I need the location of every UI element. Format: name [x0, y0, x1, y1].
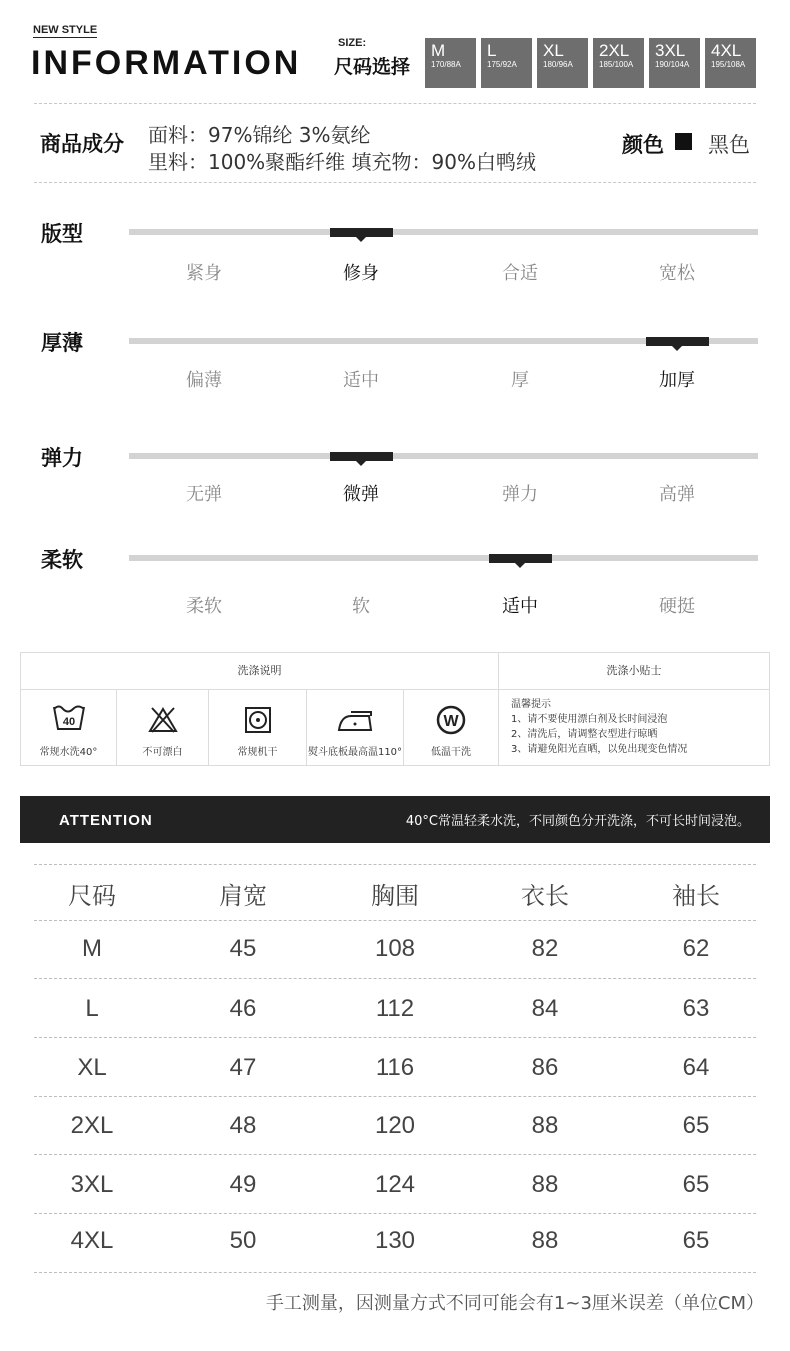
attribute-option: 适中: [343, 370, 379, 391]
chart-cell: 65: [682, 1171, 710, 1198]
care-item-iron: [307, 690, 404, 766]
care-label-bleach: 不可漂白: [142, 747, 183, 758]
chart-cell: 82: [531, 935, 559, 962]
chart-cell: L: [85, 995, 99, 1022]
size-option-name: 4XL: [711, 41, 742, 60]
attribute-option: 合适: [502, 263, 538, 284]
care-item-dry: [209, 690, 307, 766]
chart-header-cell: 尺码: [68, 882, 116, 910]
chart-divider: [34, 920, 756, 921]
size-option-name: L: [487, 41, 497, 60]
size-option-l[interactable]: [481, 38, 532, 88]
chart-cell: 48: [229, 1112, 257, 1139]
size-option-spec: 195/108A: [711, 60, 746, 69]
iron-icon: [335, 708, 375, 734]
attribute-option: 厚: [511, 370, 529, 391]
attribute-title: 柔软: [41, 548, 83, 572]
chart-cell: XL: [77, 1054, 107, 1081]
size-option-3xl[interactable]: [649, 38, 700, 88]
svg-text:40: 40: [62, 716, 76, 728]
care-item-bleach: [117, 690, 209, 766]
chart-cell: 86: [531, 1054, 559, 1081]
size-option-spec: 170/88A: [431, 60, 461, 69]
page-title: INFORMATION: [31, 44, 302, 82]
size-option-4xl[interactable]: [705, 38, 756, 88]
care-label-iron: 熨斗底板最高温110°: [307, 747, 403, 758]
chart-cell: 88: [531, 1227, 559, 1254]
chart-cell: 112: [375, 995, 415, 1022]
attribute-marker: [489, 554, 552, 563]
chart-cell: 49: [229, 1171, 257, 1198]
chart-divider: [34, 1154, 756, 1155]
care-table: [20, 652, 770, 766]
attribute-track: [129, 453, 758, 459]
size-option-spec: 190/104A: [655, 60, 690, 69]
attribute-title: 弹力: [41, 446, 83, 470]
care-tip: 3、请避免阳光直晒，以免出现变色情况: [511, 744, 688, 755]
size-label-cn: 尺码选择: [334, 56, 411, 78]
attribute-option: 偏薄: [186, 370, 222, 391]
chart-divider: [34, 1037, 756, 1038]
chart-cell: 47: [229, 1054, 257, 1081]
size-option-xl[interactable]: [537, 38, 588, 88]
chart-cell: 50: [229, 1227, 257, 1254]
color-label: 颜色: [622, 133, 664, 157]
attribute-option: 微弹: [343, 484, 379, 505]
chart-cell: 65: [682, 1227, 710, 1254]
divider: [34, 182, 756, 183]
attribute-option: 加厚: [659, 370, 695, 391]
chart-cell: 124: [374, 1171, 416, 1198]
care-tips: [511, 697, 687, 757]
care-item-wash: [21, 690, 117, 766]
chart-cell: 130: [374, 1227, 416, 1254]
attribute-marker: [330, 228, 393, 237]
composition-title: 商品成分: [40, 132, 124, 156]
size-option-spec: 175/92A: [487, 60, 517, 69]
attribute-option: 修身: [343, 263, 379, 284]
attribute-title: 版型: [41, 222, 83, 246]
wash-40-icon: [52, 702, 86, 732]
care-tip: 2、清洗后，请调整衣型进行晾晒: [511, 729, 658, 740]
chart-cell: 120: [374, 1112, 416, 1139]
chart-header-cell: 袖长: [672, 882, 720, 910]
svg-text:W: W: [443, 713, 459, 730]
attribute-option: 宽松: [659, 263, 695, 284]
size-option-spec: 185/100A: [599, 60, 634, 69]
chart-cell: 108: [374, 935, 416, 962]
chart-header-cell: 肩宽: [219, 882, 267, 910]
chart-cell: 88: [531, 1171, 559, 1198]
attribute-marker: [646, 337, 709, 346]
chart-divider: [34, 978, 756, 979]
attribute-option: 适中: [502, 596, 538, 617]
attribute-option: 无弹: [186, 484, 222, 505]
composition-lining: 里料：100%聚酯纤维 填充物：90%白鸭绒: [148, 150, 536, 174]
attribute-title: 厚薄: [41, 331, 83, 355]
chart-cell: 46: [229, 995, 257, 1022]
chart-cell: 63: [682, 995, 710, 1022]
chart-cell: 64: [682, 1054, 710, 1081]
size-option-2xl[interactable]: [593, 38, 644, 88]
size-option-m[interactable]: [425, 38, 476, 88]
chart-header-cell: 胸围: [371, 882, 419, 910]
attribute-option: 弹力: [502, 484, 538, 505]
care-tips-title: 温馨提示: [511, 699, 551, 710]
attribute-track: [129, 555, 758, 561]
chart-cell: 3XL: [70, 1171, 114, 1198]
size-label: SIZE:: [338, 37, 367, 49]
attention-title: ATTENTION: [59, 812, 153, 829]
care-label-dryclean: 低温干洗: [431, 747, 471, 758]
attention-text: 40°C常温轻柔水洗，不同颜色分开洗涤，不可长时间浸泡。: [405, 814, 750, 829]
attribute-marker: [330, 452, 393, 461]
chart-cell: 65: [682, 1112, 710, 1139]
chart-cell: 2XL: [70, 1112, 114, 1139]
chart-header-cell: 衣长: [521, 882, 569, 910]
care-item-dryclean: [404, 690, 499, 766]
care-head-instructions: 洗涤说明: [21, 653, 499, 690]
care-label-wash: 常规水洗40°: [39, 747, 98, 758]
attribute-option: 高弹: [659, 484, 695, 505]
chart-cell: 88: [531, 1112, 559, 1139]
size-option-name: 3XL: [655, 41, 686, 60]
color-swatch: [675, 133, 692, 150]
care-head-tips: 洗涤小贴士: [499, 653, 769, 690]
chart-cell: 45: [229, 935, 257, 962]
care-tip: 1、请不要使用漂白剂及长时间浸泡: [511, 714, 668, 725]
attribute-option: 紧身: [186, 263, 222, 284]
size-option-name: XL: [543, 41, 564, 60]
composition-fabric: 面料：97%锦纶 3%氨纶: [148, 123, 371, 147]
chart-cell: M: [82, 935, 102, 962]
size-option-spec: 180/96A: [543, 60, 573, 69]
no-bleach-icon: [148, 706, 178, 734]
chart-divider: [34, 1272, 756, 1273]
chart-divider: [34, 1096, 756, 1097]
chart-cell: 116: [375, 1054, 415, 1081]
divider: [34, 103, 756, 104]
size-option-name: M: [431, 41, 446, 60]
measurement-note: 手工测量，因测量方式不同可能会有1~3厘米误差（单位CM）: [265, 1293, 764, 1314]
new-style-label: NEW STYLE: [33, 24, 98, 36]
care-label-dry: 常规机干: [237, 747, 278, 758]
chart-divider: [34, 864, 756, 865]
chart-cell: 62: [682, 935, 710, 962]
dry-clean-icon: [435, 704, 467, 736]
attribute-option: 硬挺: [659, 596, 695, 617]
chart-cell: 84: [531, 995, 559, 1022]
color-value: 黑色: [708, 133, 750, 157]
chart-divider: [34, 1213, 756, 1214]
attribute-track: [129, 229, 758, 235]
tumble-dry-icon: [244, 706, 272, 734]
attribute-option: 软: [352, 596, 370, 617]
chart-cell: 4XL: [70, 1227, 114, 1254]
size-option-name: 2XL: [599, 41, 630, 60]
attribute-option: 柔软: [186, 596, 222, 617]
